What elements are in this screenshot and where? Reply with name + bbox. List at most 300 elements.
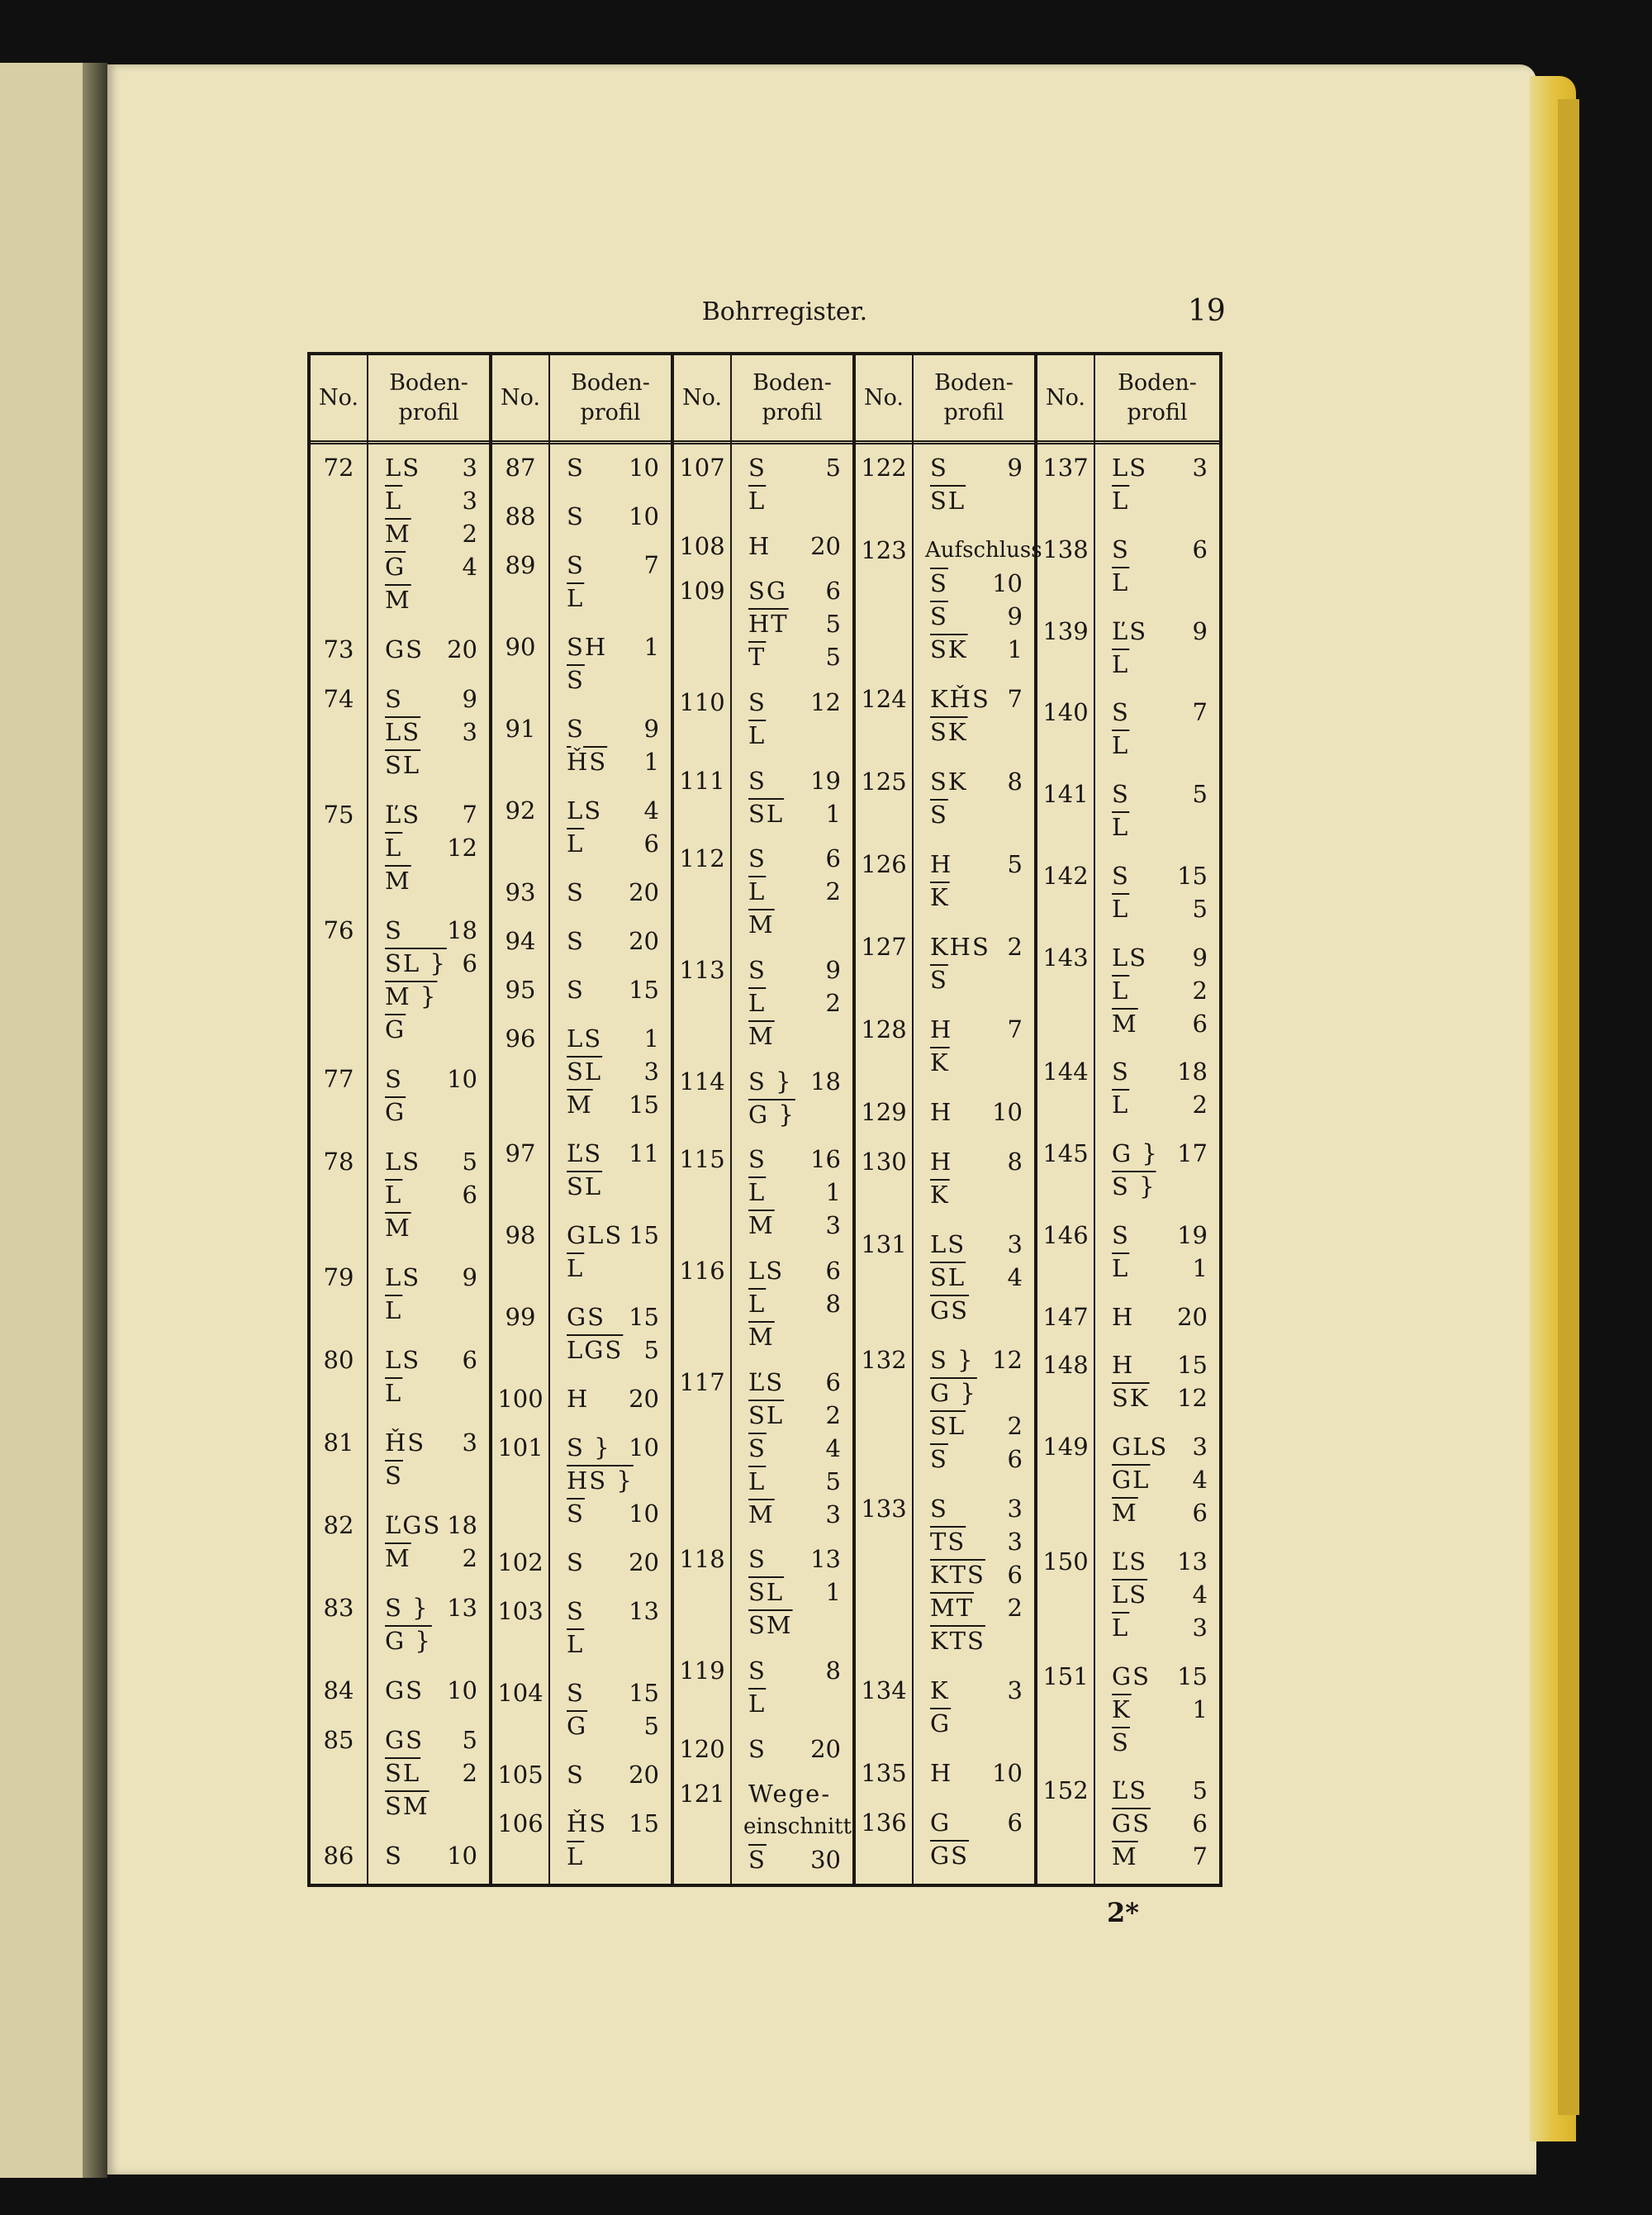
layer-code: GLS	[567, 1221, 624, 1249]
layer-depth: 2	[1192, 976, 1208, 1005]
layer-depth: 3	[1007, 1528, 1023, 1556]
profile-layer	[562, 877, 659, 910]
layer-code: $\overline{SL}$	[385, 751, 421, 779]
layer-depth: 9	[1192, 616, 1208, 645]
profile-layer	[1107, 1775, 1208, 1809]
soil-profile	[925, 684, 1023, 750]
layer-code: $\overline{KTS}$	[930, 1627, 985, 1655]
layer-code: KȞS	[930, 685, 990, 713]
layer-code: $\overline{SL}$	[930, 1263, 966, 1291]
profile-column	[368, 355, 492, 1884]
profile-layer	[380, 1593, 477, 1626]
profile-layer	[380, 1725, 477, 1758]
layer-depth: 3	[462, 454, 477, 482]
layer-code: HS }	[567, 1466, 634, 1495]
profile-layer	[743, 687, 841, 720]
layer-code: $\overline{ȞS}$	[567, 748, 608, 776]
layer-code: $\overline{L}$	[748, 487, 767, 515]
layer-code: $\overline{L}$	[1112, 649, 1130, 678]
profile-layer	[925, 1841, 1023, 1874]
profile-layer	[1107, 1172, 1208, 1205]
soil-profile	[562, 1547, 659, 1580]
bore-number: 139	[1042, 616, 1089, 645]
bore-number: 112	[679, 844, 725, 873]
layer-code: $\overline{SL}$	[748, 1578, 785, 1607]
layer-code: $\overline{L}$	[1112, 1091, 1130, 1119]
layer-code: ĽS	[385, 801, 421, 829]
profile-layer	[380, 1015, 477, 1048]
soil-profile	[925, 1229, 1023, 1329]
profile-layer	[562, 1678, 659, 1711]
layer-code: LS	[1112, 943, 1148, 972]
layer-depth: 5	[1192, 894, 1208, 923]
bore-number: 106	[497, 1809, 544, 1837]
layer-code: G }	[748, 1100, 795, 1129]
profile-layer	[380, 684, 477, 717]
layer-depth: 10	[992, 1759, 1023, 1787]
layer-code: S	[385, 1065, 403, 1093]
layer-code: Aufschluss	[925, 538, 1042, 563]
profile-layer	[925, 1295, 1023, 1329]
soil-profile	[1107, 1057, 1208, 1123]
layer-code: H	[748, 531, 771, 560]
profile-layer	[562, 714, 659, 747]
layer-depth: 5	[825, 454, 841, 482]
profile-layer	[380, 948, 477, 982]
bore-number: 105	[497, 1761, 544, 1789]
bore-number: 109	[679, 577, 725, 606]
profile-layer	[380, 866, 477, 899]
layer-code: $\overline{G}$	[567, 1712, 588, 1740]
layer-code: $\overline{L}$	[385, 834, 403, 862]
layer-code: GS	[567, 1303, 606, 1331]
bore-number: 100	[497, 1385, 544, 1413]
book-gutter	[83, 63, 107, 2178]
soil-profile	[562, 1678, 659, 1744]
profile-layer	[743, 1067, 841, 1100]
layer-code: GS	[385, 1676, 425, 1704]
layer-code: $\overline{L}$	[1112, 487, 1130, 515]
layer-code: SL }	[385, 949, 447, 977]
layer-code: $\overline{L}$	[748, 989, 767, 1017]
profile-layer	[1107, 568, 1208, 601]
layer-code: $\overline{SK}$	[930, 718, 968, 746]
profile-layer	[1107, 535, 1208, 568]
profile-layer	[380, 1180, 477, 1213]
layer-code: SH	[567, 633, 608, 661]
soil-profile	[925, 535, 1042, 668]
layer-depth: 5	[825, 643, 841, 672]
layer-depth: 18	[1177, 1058, 1208, 1086]
profile-layer	[1107, 1253, 1208, 1286]
bore-number: 110	[679, 688, 725, 716]
layer-depth: 3	[825, 1211, 841, 1240]
layer-code: LS	[748, 1257, 785, 1285]
layer-depth: 4	[825, 1433, 841, 1462]
layer-depth: 1	[643, 1024, 659, 1053]
soil-profile	[380, 915, 477, 1048]
bore-number: 114	[679, 1067, 725, 1096]
profile-layer	[562, 1760, 659, 1793]
profile-layer	[743, 766, 841, 799]
layer-depth: 15	[629, 1679, 659, 1707]
layer-code: S	[748, 766, 767, 795]
layer-code: $\overline{S}$	[748, 1846, 767, 1875]
profile-layer	[380, 519, 477, 552]
bore-number: 85	[323, 1726, 354, 1754]
profile-layer	[925, 1709, 1023, 1742]
profile-layer	[1107, 779, 1208, 812]
layer-code: S }	[748, 1067, 793, 1096]
number-column	[311, 355, 368, 1884]
bore-number: 149	[1042, 1433, 1089, 1461]
profile-layer	[1107, 486, 1208, 519]
bore-number: 145	[1042, 1139, 1089, 1167]
profile-layer	[562, 1499, 659, 1532]
profile-layer	[743, 1100, 841, 1133]
layer-code: $\overline{SM}$	[748, 1611, 793, 1640]
layer-code: $\overline{M}$	[1112, 1499, 1138, 1527]
layer-depth: 20	[629, 1548, 659, 1576]
layer-depth: 6	[825, 1257, 841, 1285]
layer-code: S	[1112, 1220, 1130, 1249]
soil-profile	[925, 1494, 1023, 1659]
header-profile: Boden- profil	[732, 355, 852, 444]
layer-depth: 3	[825, 1500, 841, 1528]
layer-depth: 12	[992, 1346, 1023, 1374]
profile-layer	[925, 1444, 1023, 1477]
layer-code: H	[930, 1148, 953, 1176]
layer-code: H	[930, 1015, 953, 1043]
layer-depth: 10	[447, 1842, 477, 1870]
profile-layer	[1107, 1057, 1208, 1090]
layer-code: S	[1112, 535, 1130, 563]
header-no: No.	[674, 355, 730, 444]
profile-layer	[1107, 697, 1208, 730]
layer-code: LS	[567, 796, 603, 825]
layer-code: $\overline{S}$	[748, 1433, 767, 1462]
profile-layer	[743, 1433, 841, 1466]
profile-layer	[743, 1500, 841, 1533]
layer-code: $\overline{LS}$	[385, 718, 421, 746]
profile-layer	[743, 910, 841, 943]
layer-depth: 20	[629, 878, 659, 906]
bore-number: 119	[679, 1656, 725, 1685]
bore-number: 132	[861, 1346, 907, 1374]
profile-layer	[380, 833, 477, 866]
layer-code: $\overline{L}$	[567, 1254, 585, 1282]
soil-profile	[380, 1510, 477, 1576]
soil-profile	[380, 1428, 477, 1494]
bore-number: 75	[323, 801, 354, 829]
layer-code: S	[567, 878, 585, 906]
number-column	[492, 355, 550, 1884]
soil-profile	[1107, 697, 1208, 763]
layer-code: $\overline{L}$	[1112, 976, 1130, 1005]
profile-layer	[925, 1593, 1023, 1626]
layer-depth: 6	[1192, 1009, 1208, 1038]
layer-code: K	[930, 1676, 950, 1704]
profile-layer	[743, 1466, 841, 1500]
layer-code: $\overline{GS}$	[930, 1296, 970, 1324]
profile-layer	[743, 1577, 841, 1610]
bore-number: 124	[861, 685, 907, 713]
profile-layer	[1107, 976, 1208, 1009]
layer-depth: 1	[643, 748, 659, 776]
layer-code: $\overline{LGS}$	[567, 1336, 624, 1364]
soil-profile	[925, 1676, 1023, 1742]
layer-code: $\overline{G}$	[385, 553, 406, 581]
layer-depth: 10	[629, 1433, 659, 1462]
bore-number: 129	[861, 1098, 907, 1126]
profile-layer	[743, 799, 841, 832]
profile-layer	[1107, 943, 1208, 976]
bore-number: 108	[679, 531, 725, 560]
layer-code: H	[1112, 1302, 1135, 1331]
profile-layer	[743, 1256, 841, 1289]
profile-layer	[925, 486, 1023, 519]
profile-layer	[743, 1656, 841, 1689]
profile-layer	[1107, 1090, 1208, 1123]
profile-layer	[925, 1147, 1023, 1180]
layer-depth: 8	[1007, 768, 1023, 796]
layer-code: S	[930, 1495, 948, 1523]
profile-layer	[925, 635, 1023, 668]
layer-code: $\overline{L}$	[748, 1178, 767, 1207]
bore-number: 74	[323, 685, 354, 713]
layer-depth: 4	[643, 796, 659, 825]
bore-number: 78	[323, 1148, 354, 1176]
layer-depth: 10	[447, 1676, 477, 1704]
profile-layer	[743, 1610, 841, 1643]
profile-layer	[925, 1262, 1023, 1295]
layer-code: $\overline{L}$	[1112, 1253, 1130, 1282]
soil-profile	[743, 453, 841, 519]
layer-code: $\overline{S}$	[1112, 1728, 1130, 1756]
profile-layer	[562, 1220, 659, 1253]
soil-profile	[743, 1656, 841, 1722]
profile-layer	[1107, 812, 1208, 845]
layer-depth: 8	[1007, 1148, 1023, 1176]
profile-layer	[1107, 1220, 1208, 1253]
layer-code: $\overline{SM}$	[385, 1792, 430, 1820]
layer-code: ĽS	[1112, 616, 1148, 645]
layer-code: $\overline{L}$	[1112, 894, 1130, 923]
layer-depth: 9	[643, 715, 659, 743]
page-number: 19	[1188, 294, 1226, 328]
bore-number: 133	[861, 1495, 907, 1523]
layer-code: S	[1112, 861, 1130, 890]
layer-depth: 3	[1007, 1230, 1023, 1258]
layer-code: $\overline{SL}$	[385, 1759, 421, 1787]
profile-layer	[1107, 1547, 1208, 1580]
soil-profile	[925, 1808, 1023, 1874]
profile-layer	[380, 1841, 477, 1874]
profile-layer	[562, 1253, 659, 1286]
profile-layer	[562, 1138, 659, 1172]
profile-layer	[925, 1345, 1023, 1378]
bore-number: 144	[1042, 1058, 1089, 1086]
profile-layer	[925, 601, 1023, 635]
soil-profile	[1107, 861, 1208, 927]
profile-layer	[380, 1262, 477, 1295]
layer-depth: 5	[462, 1148, 477, 1176]
bore-number: 137	[1042, 454, 1089, 482]
layer-depth: 6	[1007, 1445, 1023, 1473]
layer-code: S	[567, 551, 585, 579]
soil-profile	[380, 1676, 477, 1709]
layer-code: $\overline{SL}$	[748, 1400, 785, 1429]
profile-layer	[743, 453, 841, 486]
layer-code: $\overline{K}$	[930, 1181, 950, 1209]
soil-profile	[562, 1809, 659, 1875]
bore-number: 104	[497, 1679, 544, 1707]
layer-depth: 19	[1177, 1220, 1208, 1249]
profile-layer	[925, 1015, 1023, 1048]
layer-code: LS	[385, 1263, 421, 1291]
layer-code: $\overline{GS}$	[1112, 1809, 1151, 1838]
bore-number: 98	[505, 1221, 536, 1249]
profile-layer	[562, 632, 659, 665]
soil-profile	[925, 1345, 1023, 1477]
soil-profile	[380, 1147, 477, 1246]
soil-profile	[562, 1596, 659, 1662]
profile-layer	[380, 1543, 477, 1576]
layer-depth: 4	[1007, 1263, 1023, 1291]
layer-code: S }	[567, 1433, 611, 1462]
soil-profile	[743, 1144, 841, 1243]
layer-code: $\overline{T}$	[748, 643, 767, 672]
layer-code: S	[748, 956, 767, 984]
layer-code: SG	[748, 577, 788, 606]
bore-number: 79	[323, 1263, 354, 1291]
layer-depth: 3	[1192, 454, 1208, 482]
layer-depth: 4	[1192, 1580, 1208, 1609]
bore-number: 103	[497, 1597, 544, 1625]
layer-depth: 6	[825, 1367, 841, 1396]
layer-depth: 20	[1177, 1302, 1208, 1331]
layer-code: H	[567, 1385, 590, 1413]
soil-profile	[925, 849, 1023, 915]
soil-profile	[743, 1779, 852, 1878]
profile-layer	[743, 486, 841, 519]
profile-layer	[562, 1596, 659, 1629]
layer-depth: 5	[825, 610, 841, 639]
soil-profile	[380, 453, 477, 618]
profile-layer	[562, 1024, 659, 1057]
bore-number: 126	[861, 850, 907, 878]
layer-depth: 1	[825, 1578, 841, 1607]
layer-code: H	[1112, 1351, 1135, 1380]
profile-layer	[743, 642, 841, 675]
soil-profile	[562, 1302, 659, 1368]
profile-layer	[1107, 1580, 1208, 1613]
bore-number: 122	[861, 454, 907, 482]
profile-layer	[562, 926, 659, 959]
soil-profile	[743, 531, 841, 564]
profile-layer	[380, 1510, 477, 1543]
profile-layer	[1107, 1498, 1208, 1531]
layer-code: $\overline{M}$	[1112, 1009, 1138, 1038]
soil-profile	[925, 1097, 1023, 1130]
soil-profile	[743, 576, 841, 675]
profile-layer	[925, 1048, 1023, 1081]
layer-code: M }	[385, 982, 438, 1010]
soil-profile	[1107, 1350, 1208, 1416]
profile-layer	[743, 877, 841, 910]
layer-code: $\overline{L}$	[748, 1290, 767, 1318]
layer-code: $\overline{L}$	[748, 877, 767, 906]
layer-code: S	[567, 976, 585, 1004]
profile-layer	[380, 585, 477, 618]
profile-layer	[562, 1302, 659, 1335]
bore-number: 111	[679, 766, 725, 795]
layer-code: ĽS	[567, 1139, 603, 1167]
layer-depth: 6	[1007, 1809, 1023, 1837]
profile-layer	[1107, 861, 1208, 894]
soil-profile	[743, 1544, 841, 1643]
profile-layer	[380, 1428, 477, 1461]
profile-layer	[925, 767, 1023, 800]
soil-profile	[562, 1384, 659, 1417]
layer-code: ĽGS	[385, 1511, 442, 1539]
layer-depth: 17	[1177, 1139, 1208, 1167]
layer-depth: 1	[1192, 1253, 1208, 1282]
bore-number: 88	[505, 502, 536, 530]
profile-layer	[925, 932, 1023, 965]
profile-layer	[380, 1791, 477, 1824]
profile-layer	[743, 1210, 841, 1243]
layer-depth: 3	[1007, 1495, 1023, 1523]
layer-code: $\overline{GS}$	[930, 1842, 970, 1870]
layer-depth: 2	[462, 1759, 477, 1787]
layer-code: $\overline{G}$	[930, 1709, 952, 1737]
profile-layer	[562, 1466, 659, 1499]
profile-layer	[380, 552, 477, 585]
layer-depth: 7	[1192, 1842, 1208, 1871]
profile-layer	[1107, 649, 1208, 682]
soil-profile	[925, 932, 1023, 998]
layer-depth: 5	[462, 1726, 477, 1754]
layer-code: $\overline{K}$	[930, 883, 950, 911]
layer-code: S	[385, 685, 403, 713]
layer-depth: 2	[1007, 933, 1023, 961]
layer-depth: 20	[629, 1761, 659, 1789]
layer-depth: 9	[1007, 602, 1023, 630]
profile-layer	[562, 1172, 659, 1205]
layer-code: $\overline{L}$	[1112, 731, 1130, 760]
header-no: No.	[492, 355, 548, 444]
profile-layer	[1107, 1138, 1208, 1172]
layer-code: S	[567, 1679, 585, 1707]
layer-code: S	[1112, 780, 1130, 808]
page-edges-shadow	[1558, 99, 1579, 2115]
layer-depth: 10	[992, 1098, 1023, 1126]
bore-number: 135	[861, 1759, 907, 1787]
profile-layer	[743, 1367, 841, 1400]
layer-code: $\overline{L}$	[748, 1466, 767, 1495]
profile-layer	[380, 1758, 477, 1791]
layer-code: $\overline{K}$	[1112, 1695, 1132, 1723]
bore-number: 146	[1042, 1220, 1089, 1249]
layer-code: S	[748, 1734, 767, 1763]
profile-layer	[743, 1400, 841, 1433]
soil-profile	[925, 767, 1023, 833]
header-no: No.	[1037, 355, 1094, 444]
layer-depth: 16	[810, 1145, 841, 1174]
profile-layer	[925, 717, 1023, 750]
layer-code: GS	[385, 635, 425, 663]
